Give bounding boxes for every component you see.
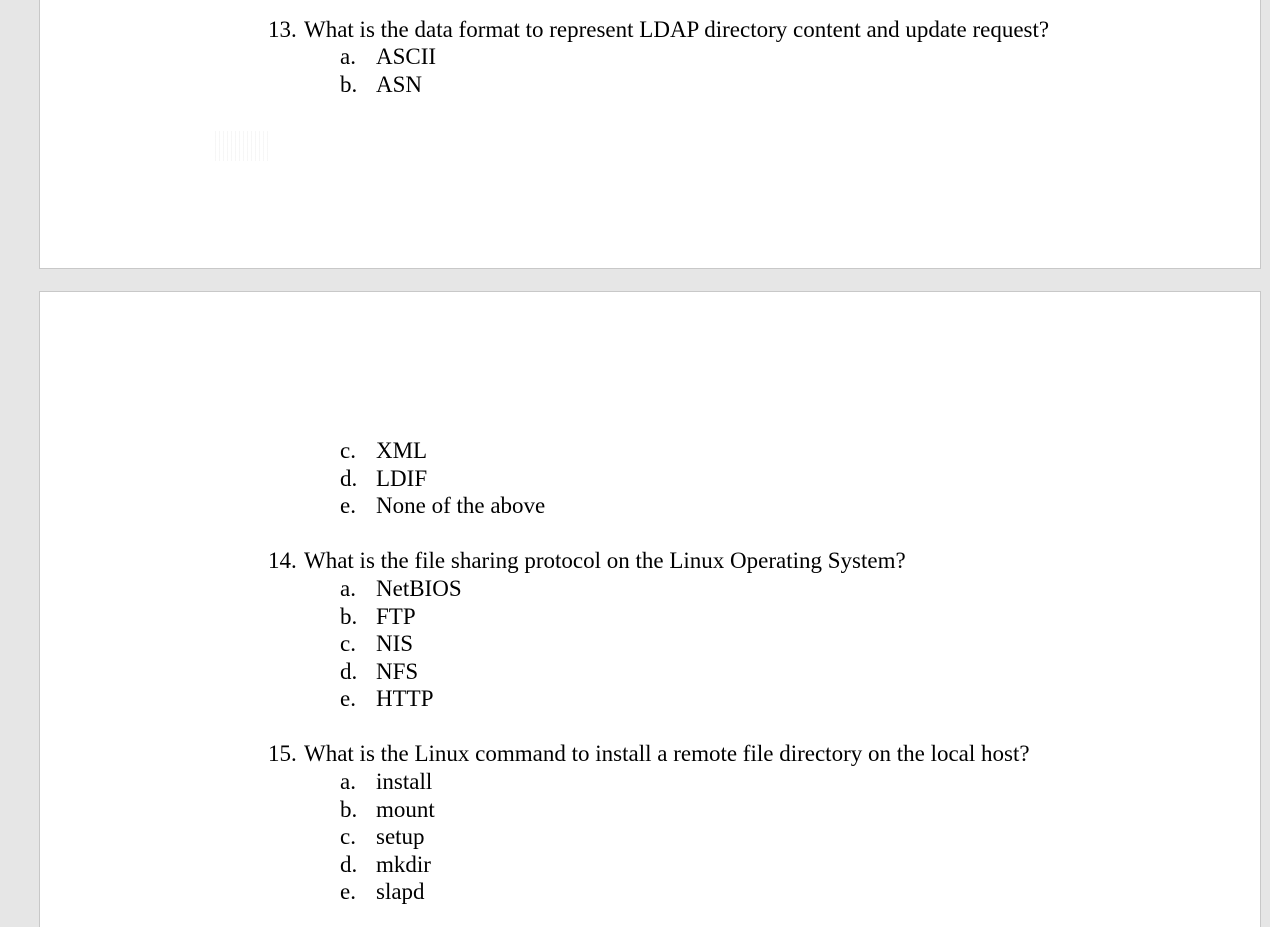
question-number: 13. bbox=[268, 17, 297, 42]
question-15-options bbox=[340, 768, 435, 906]
option-letter: a. bbox=[340, 44, 356, 69]
option-letter: d. bbox=[340, 851, 358, 877]
option-e bbox=[340, 878, 435, 906]
option-text: NetBIOS bbox=[376, 576, 462, 601]
option-text: setup bbox=[376, 824, 425, 849]
question-13 bbox=[268, 16, 1049, 44]
option-letter: e. bbox=[340, 879, 356, 904]
question-number: 14. bbox=[268, 548, 297, 573]
option-text: FTP bbox=[376, 603, 416, 629]
option-d bbox=[340, 658, 462, 686]
option-letter: b. bbox=[340, 796, 358, 822]
option-b bbox=[340, 71, 436, 99]
option-text: mkdir bbox=[376, 851, 431, 877]
option-a bbox=[340, 768, 435, 796]
question-number: 15. bbox=[268, 741, 297, 766]
question-text: What is the file sharing protocol on the Linux Operating System? bbox=[304, 548, 906, 573]
option-letter: b. bbox=[340, 603, 358, 629]
option-text: LDIF bbox=[376, 465, 428, 491]
document-page-2 bbox=[39, 291, 1261, 927]
option-text: install bbox=[376, 769, 433, 794]
option-a bbox=[340, 575, 462, 603]
option-e bbox=[340, 492, 545, 520]
option-letter: d. bbox=[340, 465, 358, 491]
option-c bbox=[340, 437, 545, 465]
question-text: What is the Linux command to install a remote file directory on the local host? bbox=[304, 741, 1030, 766]
question-15 bbox=[268, 740, 1030, 768]
option-text: NFS bbox=[376, 658, 419, 684]
option-d bbox=[340, 465, 545, 493]
option-b bbox=[340, 796, 435, 824]
option-text: None of the above bbox=[376, 493, 546, 518]
question-text: What is the data format to represent LDAP directory content and update request? bbox=[304, 17, 1050, 42]
option-text: XML bbox=[376, 438, 428, 463]
option-letter: d. bbox=[340, 658, 358, 684]
option-letter: c. bbox=[340, 438, 356, 463]
option-c bbox=[340, 823, 435, 851]
question-13-options-part-1 bbox=[340, 43, 436, 98]
option-text: ASN bbox=[376, 71, 423, 97]
option-letter: c. bbox=[340, 824, 356, 849]
option-letter: b. bbox=[340, 71, 358, 97]
option-letter: a. bbox=[340, 769, 356, 794]
document-page-1 bbox=[39, 0, 1261, 269]
option-text: ASCII bbox=[376, 44, 437, 69]
option-c bbox=[340, 630, 462, 658]
option-text: slapd bbox=[376, 879, 425, 904]
option-letter: a. bbox=[340, 576, 356, 601]
option-letter: c. bbox=[340, 631, 356, 656]
scan-artifact bbox=[215, 131, 271, 161]
option-e bbox=[340, 685, 462, 713]
question-14 bbox=[268, 547, 906, 575]
option-b bbox=[340, 603, 462, 631]
question-14-options bbox=[340, 575, 462, 713]
option-text: mount bbox=[376, 796, 435, 822]
option-text: NIS bbox=[376, 631, 414, 656]
option-letter: e. bbox=[340, 686, 356, 711]
question-13-options-part-2 bbox=[340, 437, 545, 520]
option-letter: e. bbox=[340, 493, 356, 518]
option-a bbox=[340, 43, 436, 71]
option-d bbox=[340, 851, 435, 879]
option-text: HTTP bbox=[376, 686, 434, 711]
